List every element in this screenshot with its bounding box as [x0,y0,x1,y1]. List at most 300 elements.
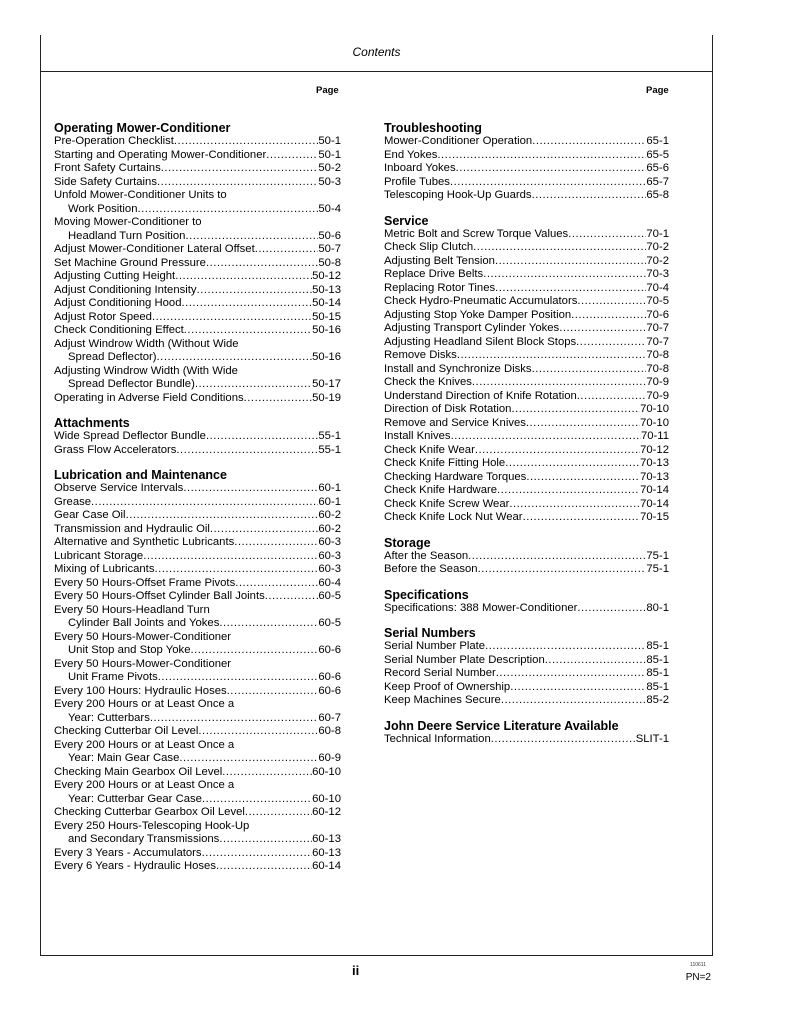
toc-page-ref: 60-10 [312,765,341,778]
dot-leader [472,376,646,390]
toc-page-ref: 60-6 [318,644,341,656]
toc-entry-text: Serial Number Plate [384,640,486,652]
toc-page-ref: 70-7 [646,322,669,334]
toc-entry-text: Profile Tubes [384,175,450,188]
dot-leader [450,176,646,190]
dot-leader [245,806,312,820]
toc-entry-text: Adjusting Windrow Width (With Wide [54,364,238,377]
dot-leader [568,228,646,242]
toc-page-ref: 70-9 [646,389,669,402]
section-heading: Troubleshooting [384,121,482,135]
toc-entry[interactable] [384,255,669,269]
dot-leader [227,685,319,699]
toc-entry[interactable] [384,268,669,282]
toc-entry[interactable] [54,806,341,820]
toc-page-ref: 70-14 [640,497,669,510]
dot-leader [545,654,647,668]
toc-entry[interactable] [54,378,341,392]
toc-entry[interactable] [384,602,669,616]
toc-page-ref: 85-1 [646,653,669,666]
dot-leader [150,712,319,726]
toc-entry-text: Transmission and Hydraulic Oil [54,522,210,535]
dot-leader [505,457,640,471]
toc-entry-text: Every 250 Hours-Telescoping Hook-Up [54,819,250,832]
toc-page-ref: 75-1 [646,563,669,575]
toc-entry-text: Replacing Rotor Tines [384,281,496,294]
document-code: 110611 [690,962,706,968]
page-title: Contents [352,45,401,59]
toc-entry-continuation: Headland Turn Position [68,229,186,242]
toc-entry-text: Adjust Mower-Conditioner Lateral Offset [54,243,255,255]
toc-page-ref: 70-13 [640,470,669,483]
toc-entry[interactable] [54,847,341,861]
toc-page-ref: 70-4 [646,281,669,294]
toc-page-ref: 60-6 [318,684,341,697]
toc-page-ref: 60-13 [312,846,341,859]
toc-page-ref: 65-7 [646,175,669,188]
toc-entry-text: Every 50 Hours-Mower-Conditioner [54,630,232,643]
toc-entry[interactable] [54,725,341,739]
toc-page-ref: 80-1 [646,601,669,614]
toc-entry[interactable] [384,444,669,458]
toc-entry-text: Checking Main Gearbox Oil Level [54,765,223,778]
toc-entry[interactable] [384,550,669,564]
dot-leader [457,349,647,363]
header-frame [40,35,713,72]
toc-entry[interactable] [54,284,341,298]
toc-column-left [54,121,341,885]
toc-entry[interactable] [384,162,669,176]
toc-entry[interactable] [54,430,341,444]
toc-entry[interactable] [384,667,669,681]
dot-leader [473,241,646,255]
toc-entry[interactable] [54,392,341,406]
toc-entry[interactable] [384,694,669,708]
toc-page-ref: 50-17 [312,378,341,390]
toc-page-ref: 60-5 [318,590,341,602]
toc-entry-continuation: Year: Cutterbar Gear Case [68,792,202,805]
toc-entry-text: Before the Season [384,563,478,575]
toc-entry[interactable] [384,376,669,390]
toc-entry-text: Set Machine Ground Pressure [54,256,206,269]
toc-entry[interactable] [384,349,669,363]
toc-page-ref: 65-6 [646,162,669,174]
toc-entry[interactable] [54,351,341,365]
toc-entry-text: Adjusting Transport Cylinder Yokes [384,322,560,334]
toc-page-ref: 60-2 [318,522,341,535]
toc-page-ref: 50-19 [312,391,341,404]
toc-entry-text: Adjust Conditioning Hood [54,297,182,309]
toc-page-ref: 60-2 [318,509,341,521]
dot-leader [126,509,319,523]
dot-leader [198,725,318,739]
toc-page-ref: 70-10 [640,403,669,415]
dot-leader [495,255,646,269]
toc-entry[interactable] [54,712,341,726]
toc-entry[interactable] [54,766,341,780]
toc-entry-text: Pre-Operation Checklist [54,135,174,147]
toc-entry-text: Mixing of Lubricants [54,563,155,575]
section-heading: Attachments [54,416,130,430]
toc-entry[interactable] [384,484,669,498]
dot-leader [154,563,318,577]
toc-entry[interactable] [384,640,669,654]
toc-entry[interactable] [54,257,341,271]
dot-leader [91,496,318,510]
toc-entry-text: Technical Information [384,732,491,745]
toc-entry-text: Checking Hardware Torques [384,470,527,483]
toc-page-ref: 50-12 [312,270,341,282]
toc-section [384,121,669,203]
toc-page-ref: 70-2 [646,254,669,267]
toc-entry[interactable] [54,671,341,685]
toc-page-ref: 50-4 [318,202,341,215]
toc-page-ref: 50-2 [318,162,341,174]
dot-leader [197,284,313,298]
toc-page-ref: 85-1 [646,680,669,693]
toc-page-ref: 50-1 [318,135,341,147]
toc-entry-text: Every 50 Hours-Mower-Conditioner [54,657,232,670]
page-number: ii [352,963,360,978]
toc-entry-text: Check Knife Wear [384,443,475,456]
dot-leader [176,444,318,458]
toc-entry-continuation: Year: Main Gear Case [68,752,180,764]
toc-page-ref: 70-13 [640,457,669,469]
section-heading: Specifications [384,587,469,602]
toc-entry-text: Front Safety Curtains [54,162,161,174]
toc-page-ref: 70-5 [646,295,669,307]
toc-entry-text: Every 200 Hours or at Least Once a [54,698,235,710]
dot-leader [266,149,318,163]
toc-entry-text: Check the Knives [384,376,472,388]
toc-entry-text: Starting and Operating Mower-Conditioner [54,148,267,161]
toc-page-ref: 50-14 [312,297,341,309]
toc-entry[interactable] [384,149,669,163]
toc-entry[interactable] [384,563,669,577]
toc-page-ref: 50-8 [318,256,341,269]
toc-entry-text: Inboard Yokes [384,162,456,174]
toc-page-ref: 50-6 [318,229,341,242]
toc-page-ref: 60-4 [318,576,341,589]
toc-entry[interactable] [54,311,341,325]
toc-page-ref: 70-8 [646,362,669,375]
toc-entry-text: Install and Synchronize Disks [384,362,532,375]
toc-entry[interactable] [54,685,341,699]
toc-entry[interactable] [54,536,341,550]
toc-entry-text: Telescoping Hook-Up Guards [384,189,532,201]
dot-leader [202,793,312,807]
dot-leader [511,403,640,417]
dot-leader [559,322,646,336]
toc-entry-text: Install Knives [384,430,451,442]
toc-entry[interactable] [384,363,669,377]
toc-entry-text: Check Conditioning Effect [54,324,184,336]
dot-leader [234,536,318,550]
toc-entry-text: Every 50 Hours-Headland Turn [54,603,210,616]
toc-page-ref: 55-1 [318,430,341,442]
toc-page-ref: 50-16 [312,351,341,363]
toc-entry-text: Understand Direction of Knife Rotation [384,389,577,402]
toc-section [384,536,669,577]
toc-entry-text: Observe Service Intervals [54,482,184,494]
toc-entry[interactable] [384,498,669,512]
toc-entry[interactable] [54,752,341,766]
toc-page-ref: 75-1 [646,549,669,562]
toc-entry-text: Gear Case Oil [54,509,126,521]
toc-entry-text: Adjusting Stop Yoke Damper Position [384,308,572,321]
toc-entry-text: Adjusting Cutting Height [54,270,176,282]
toc-entry-text: Operating in Adverse Field Conditions [54,391,244,404]
section-heading: Storage [384,535,431,550]
toc-entry[interactable] [54,444,341,458]
toc-entry-text: Adjusting Belt Tension [384,254,495,267]
section-heading: John Deere Service Literature Available [384,718,619,733]
dot-leader [157,176,318,190]
toc-entry-text: Every 50 Hours-Offset Cylinder Ball Joints [54,590,265,602]
toc-page-ref: 65-5 [646,148,669,161]
dot-leader [157,351,313,365]
toc-entry[interactable] [54,135,341,149]
toc-page-ref: 85-1 [646,667,669,679]
toc-page-ref: 70-7 [646,335,669,348]
toc-entry[interactable] [384,457,669,471]
dot-leader [206,257,318,271]
toc-entry-text: Adjust Conditioning Intensity [54,283,197,296]
dot-leader [210,523,318,537]
toc-entry[interactable] [54,482,341,496]
toc-entry-text: Unfold Mower-Conditioner Units to [54,189,227,201]
toc-entry[interactable] [54,644,341,658]
dot-leader [195,378,312,392]
toc-entry-continuation: Unit Frame Pivots [68,671,158,683]
toc-entry[interactable] [384,189,669,203]
toc-entry[interactable] [54,176,341,190]
toc-page-ref: 60-6 [318,671,341,683]
pn-label: PN=2 [685,972,711,983]
toc-entry[interactable] [54,149,341,163]
toc-entry[interactable] [54,550,341,564]
toc-entry[interactable] [54,496,341,510]
toc-entry[interactable] [384,471,669,485]
toc-entry-text: Adjust Rotor Speed [54,310,152,323]
toc-page-ref: 70-15 [640,511,669,523]
dot-leader [137,203,318,217]
dot-leader [495,282,646,296]
toc-entry[interactable] [384,681,669,695]
toc-page-ref: 70-2 [646,241,669,253]
toc-entry[interactable] [54,523,341,537]
dot-leader [152,311,312,325]
toc-page-ref: 60-14 [312,860,341,872]
toc-section [384,588,669,616]
toc-entry-text: Every 6 Years - Hydraulic Hoses [54,860,216,872]
toc-page-ref: 60-1 [318,482,341,494]
dot-leader [179,752,318,766]
toc-entry-text: Check Knife Fitting Hole [384,457,506,469]
toc-column-right [384,121,669,757]
dot-leader [577,295,646,309]
toc-entry[interactable] [384,511,669,525]
dot-leader [202,847,313,861]
toc-page-ref: 70-10 [640,416,669,429]
toc-entry[interactable] [54,509,341,523]
dot-leader [571,309,646,323]
toc-entry-text: Adjusting Headland Silent Block Stops [384,335,577,348]
toc-section [384,719,669,747]
dot-leader [532,135,646,149]
toc-page-ref: 60-8 [318,725,341,737]
toc-entry-text: Alternative and Synthetic Lubricants [54,536,235,548]
toc-entry-text: Check Knife Lock Nut Wear [384,511,523,523]
toc-entry-text: Moving Mower-Conditioner to [54,216,202,228]
toc-entry[interactable] [384,309,669,323]
dot-leader [158,671,319,685]
toc-page-ref: 60-10 [312,792,341,805]
dot-leader [526,417,640,431]
toc-entry-text: Wide Spread Deflector Bundle [54,430,206,442]
dot-leader [577,390,647,404]
toc-entry[interactable] [54,270,341,284]
toc-entry-text: Grass Flow Accelerators [54,443,177,456]
toc-page-ref: 85-2 [646,694,669,706]
toc-page-ref: 70-11 [640,430,669,442]
toc-entry[interactable] [54,243,341,257]
dot-leader [456,162,647,176]
toc-entry-text: Every 50 Hours-Offset Frame Pivots [54,576,236,589]
dot-leader [174,135,318,149]
toc-entry-text: Check Hydro-Pneumatic Accumulators [384,295,578,307]
toc-entry[interactable] [54,162,341,176]
toc-entry-text: Metric Bolt and Screw Torque Values [384,227,569,240]
toc-entry-text: End Yokes [384,148,438,161]
page-column-label-right: Page [646,85,669,96]
toc-page-ref: 60-5 [318,617,341,629]
toc-entry[interactable] [54,793,341,807]
toc-entry[interactable] [54,860,341,874]
toc-entry[interactable] [384,417,669,431]
toc-entry[interactable] [54,590,341,604]
toc-entry-text: Remove Disks [384,349,457,361]
toc-entry-continuation: Spread Deflector) [68,351,157,363]
toc-entry[interactable] [384,322,669,336]
toc-page-ref: 60-1 [318,495,341,508]
toc-entry-text: Keep Machines Secure [384,694,501,706]
dot-leader [510,681,646,695]
dot-leader [576,336,646,350]
toc-entry[interactable] [384,390,669,404]
dot-leader [161,162,319,176]
toc-page-ref: 60-9 [318,752,341,764]
dot-leader [485,640,646,654]
toc-entry-text: Mower-Conditioner Operation [384,135,533,147]
toc-entry[interactable] [384,241,669,255]
toc-entry-text: Every 3 Years - Accumulators [54,846,202,859]
dot-leader [216,860,312,874]
dot-leader [143,550,318,564]
toc-page-ref: SLIT-1 [635,732,669,745]
section-heading: Operating Mower-Conditioner [54,121,231,135]
dot-leader [183,482,318,496]
dot-leader [235,577,318,591]
toc-entry[interactable] [384,654,669,668]
toc-entry-continuation: and Secondary Transmissions [68,833,220,845]
toc-entry[interactable] [384,135,669,149]
toc-entry-text: Checking Cutterbar Gearbox Oil Level [54,806,245,818]
toc-entry[interactable] [54,297,341,311]
toc-entry[interactable] [384,403,669,417]
toc-entry-text: Keep Proof of Ownership [384,680,511,693]
dot-leader [190,644,318,658]
section-heading: Serial Numbers [384,626,476,640]
toc-entry[interactable] [54,563,341,577]
dot-leader [532,363,647,377]
toc-entry-text: Grease [54,495,92,508]
toc-entry-continuation: Work Position [68,202,138,215]
toc-page-ref: 60-3 [318,549,341,562]
toc-page-ref: 70-1 [646,227,669,240]
toc-page-ref: 70-8 [646,349,669,361]
toc-page-ref: 60-7 [318,711,341,724]
toc-entry[interactable] [54,203,341,217]
toc-entry-text: Side Safety Curtains [54,175,157,188]
toc-entry[interactable] [54,324,341,338]
section-heading: Service [384,213,429,228]
toc-entry-text: Every 100 Hours: Hydraulic Hoses [54,684,227,697]
dot-leader [184,324,312,338]
toc-page-ref: 70-14 [640,484,669,496]
toc-entry[interactable] [54,230,341,244]
dot-leader [523,511,641,525]
toc-entry[interactable] [384,295,669,309]
dot-leader [577,602,646,616]
toc-entry[interactable] [384,228,669,242]
toc-page-ref: 60-3 [318,563,341,575]
dot-leader [475,444,640,458]
toc-entry[interactable] [54,833,341,847]
dot-leader [491,733,636,747]
toc-entry-text: Adjust Windrow Width (Without Wide [54,337,239,350]
dot-leader [509,498,640,512]
toc-entry[interactable] [384,430,669,444]
toc-entry[interactable] [384,336,669,350]
toc-page-ref: 50-7 [318,243,341,255]
dot-leader [496,667,647,681]
toc-entry-text: After the Season [384,549,469,562]
dot-leader [483,268,646,282]
dot-leader [526,471,640,485]
dot-leader [206,430,318,444]
toc-entry-text: Specifications: 388 Mower-Conditioner [384,601,578,614]
toc-entry-continuation: Cylinder Ball Joints and Yokes [68,617,220,629]
dot-leader [478,563,647,577]
toc-entry-text: Remove and Service Knives [384,416,526,429]
dot-leader [222,766,312,780]
toc-entry-text: Every 200 Hours or at Least Once a [54,779,235,791]
toc-entry[interactable] [384,733,669,747]
dot-leader [182,297,313,311]
toc-entry[interactable] [54,617,341,631]
toc-page-ref: 70-12 [640,443,669,456]
toc-entry[interactable] [54,577,341,591]
toc-section [54,416,341,457]
dot-leader [175,270,312,284]
toc-section [54,121,341,405]
toc-entry[interactable] [384,282,669,296]
toc-entry[interactable] [384,176,669,190]
toc-entry-text: Check Knife Hardware [384,484,498,496]
toc-entry-text: Direction of Disk Rotation [384,403,512,415]
dot-leader [437,149,646,163]
